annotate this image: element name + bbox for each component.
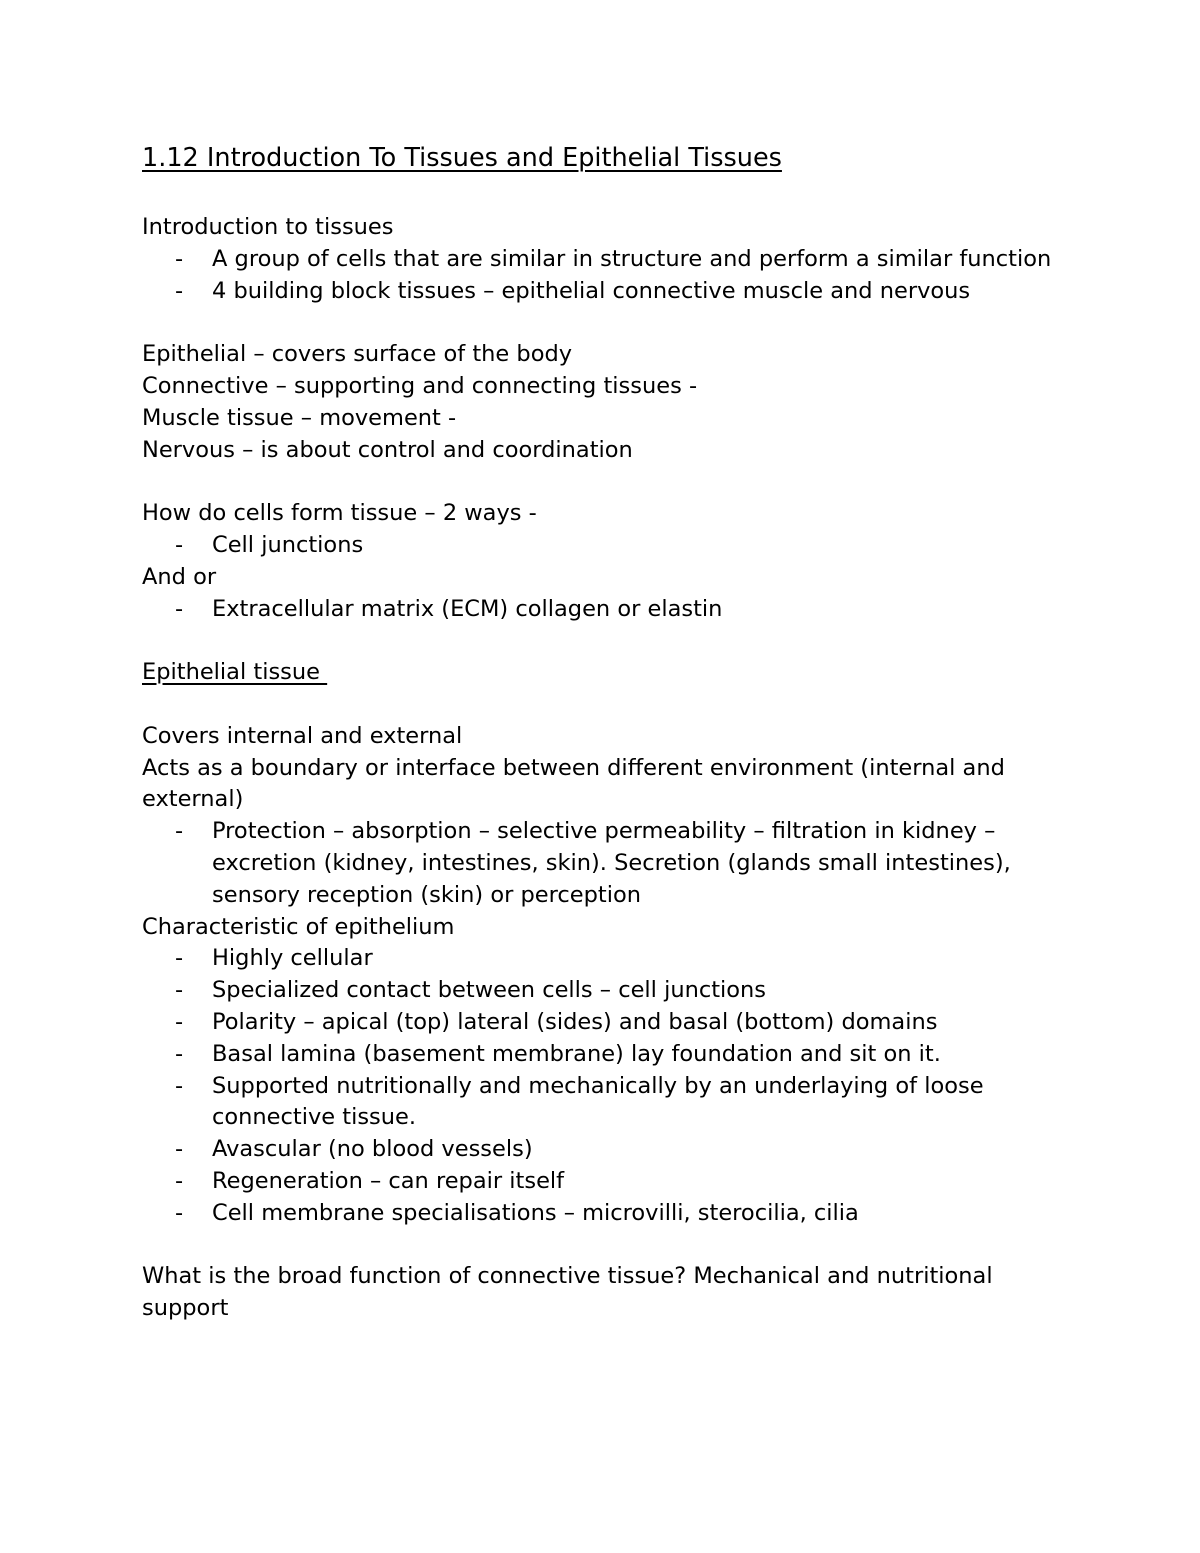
bullet-dash: - [175, 277, 184, 304]
formation-list-1 [142, 530, 1062, 562]
list-item-text: Cell membrane specialisations – microvilli, sterocilia, cilia [212, 1199, 859, 1226]
list-item-text: Supported nutritionally and mechanically by an underlaying of loose connective tissue. [212, 1072, 984, 1131]
list-item [142, 276, 1062, 308]
bullet-dash: - [175, 818, 184, 845]
list-item-text: Extracellular matrix (ECM) collagen or elastin [212, 595, 723, 622]
bullet-dash: - [175, 1008, 184, 1035]
bullet-dash: - [175, 1040, 184, 1067]
spacer [142, 307, 1062, 339]
list-item [142, 1071, 1062, 1135]
formation-heading: How do cells form tissue – 2 ways - [142, 500, 537, 527]
list-item [142, 1166, 1062, 1198]
spacer [142, 625, 1062, 657]
characteristics-heading: Characteristic of epithelium [142, 913, 455, 940]
tissue-type-line: Muscle tissue – movement - [142, 404, 457, 431]
bullet-dash: - [175, 977, 184, 1004]
page-title: 1.12 Introduction To Tissues and Epithelial Tissues [142, 143, 782, 173]
list-item-text: Basal lamina (basement membrane) lay foundation and sit on it. [212, 1040, 941, 1067]
list-item-text: 4 building block tissues – epithelial connective muscle and nervous [212, 277, 971, 304]
list-item [142, 530, 1062, 562]
functions-list [142, 816, 1062, 911]
spacer [142, 1230, 1062, 1262]
list-item [142, 1007, 1062, 1039]
epithelial-line: Acts as a boundary or interface between different environment (internal and external) [142, 754, 1013, 813]
list-item [142, 1198, 1062, 1230]
list-item [142, 816, 1062, 911]
list-item-text: Regeneration – can repair itself [212, 1167, 565, 1194]
list-item [142, 594, 1062, 626]
bullet-dash: - [175, 1072, 184, 1099]
list-item-text: Polarity – apical (top) lateral (sides) and basal (bottom) domains [212, 1008, 938, 1035]
list-item [142, 943, 1062, 975]
list-item-text: Specialized contact between cells – cell junctions [212, 977, 767, 1004]
epithelial-line: Covers internal and external [142, 722, 463, 749]
bullet-dash: - [175, 1199, 184, 1226]
formation-list-2 [142, 594, 1062, 626]
list-item [142, 244, 1062, 276]
bullet-dash: - [175, 595, 184, 622]
bullet-dash: - [175, 1136, 184, 1163]
list-item [142, 1134, 1062, 1166]
formation-connector: And or [142, 563, 217, 590]
list-item-text: Cell junctions [212, 531, 364, 558]
list-item-text: A group of cells that are similar in structure and perform a similar function [212, 245, 1052, 272]
document-body [142, 140, 1062, 1325]
question-paragraph: What is the broad function of connective tissue? Mechanical and nutritional support [142, 1263, 1000, 1322]
bullet-dash: - [175, 945, 184, 972]
list-item-text: Avascular (no blood vessels) [212, 1136, 533, 1163]
list-item-text: Highly cellular [212, 945, 373, 972]
spacer [142, 466, 1062, 498]
tissue-type-line: Epithelial – covers surface of the body [142, 341, 573, 368]
tissue-type-line: Connective – supporting and connecting tissues - [142, 372, 698, 399]
characteristics-list [142, 943, 1062, 1229]
intro-heading: Introduction to tissues [142, 214, 394, 240]
list-item [142, 975, 1062, 1007]
epithelial-heading: Epithelial tissue [142, 659, 328, 686]
intro-list [142, 244, 1062, 308]
list-item [142, 1039, 1062, 1071]
bullet-dash: - [175, 531, 184, 558]
spacer [142, 689, 1062, 721]
bullet-dash: - [175, 245, 184, 272]
tissue-type-line: Nervous – is about control and coordination [142, 436, 633, 463]
list-item-text: Protection – absorption – selective permeability – filtration in kidney – excretion (kidney, intestines, skin). Secretion (glands small intestines), sensory reception (skin) or perception [212, 818, 1011, 908]
bullet-dash: - [175, 1167, 184, 1194]
